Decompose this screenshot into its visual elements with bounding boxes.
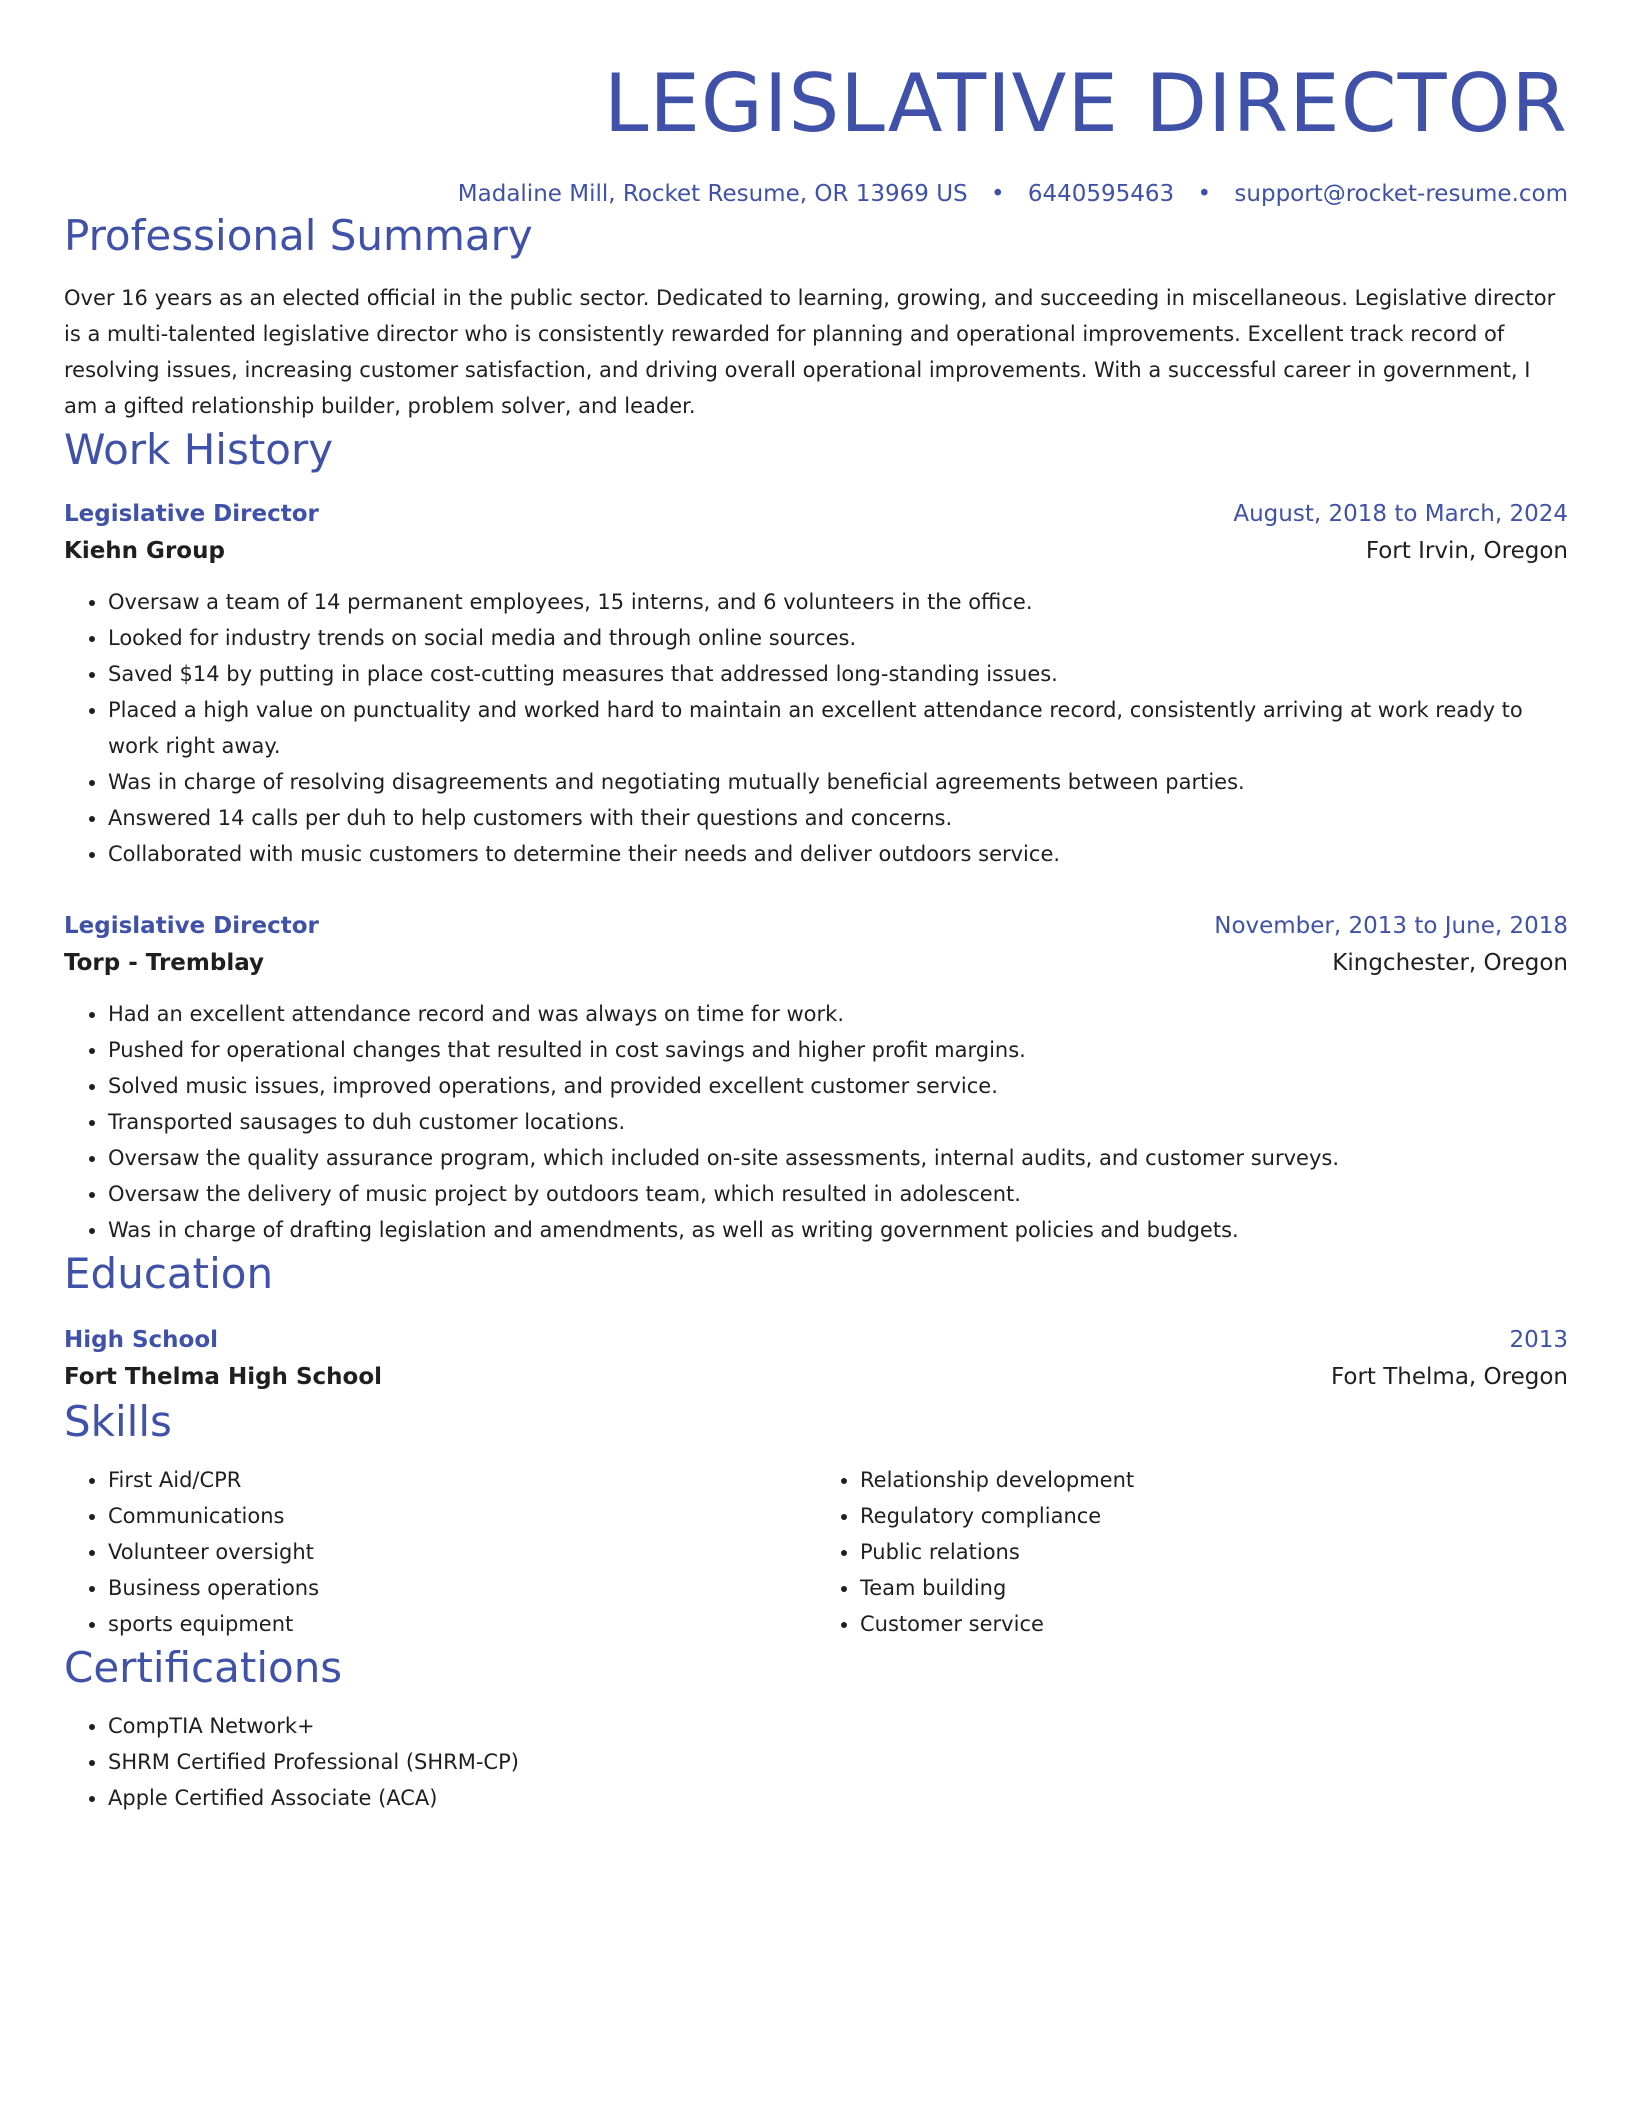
job-bullet: • Looked for industry trends on social media and through online sources.: [108, 620, 1568, 656]
certification-item: • CompTIA Network+: [108, 1708, 1568, 1744]
job-location: Fort Irvin, Oregon: [1365, 538, 1568, 564]
job-entry: [64, 908, 1568, 1248]
summary-text: Over 16 years as an elected official in the public sector. Dedicated to learning, growing, and succeeding in miscellaneous. Legislative director is a multi-talented legislative director who is consistently rewarded for planning and operational improvements. Excellent track record of resolving issues, increasing customer satisfaction, and driving overall operational improvements. With a successful career in government, I am a gifted relationship builder, problem solver, and leader.: [64, 286, 1556, 418]
job-dates: August, 2018 to March, 2024: [1233, 501, 1568, 527]
skill-item: • Public relations: [860, 1534, 1568, 1570]
certification-item: • SHRM Certified Professional (SHRM-CP): [108, 1744, 1568, 1780]
skill-item: • Customer service: [860, 1606, 1568, 1642]
job-title-heading: LEGISLATIVE DIRECTOR: [603, 57, 1568, 150]
job-entry: [64, 496, 1568, 872]
job-bullets: [64, 996, 1568, 1248]
certification-list: [64, 1708, 1568, 1816]
section-title-work-history: Work History: [64, 425, 334, 474]
job-bullet: • Oversaw a team of 14 permanent employees, 15 interns, and 6 volunteers in the office.: [108, 584, 1568, 620]
section-title-summary: Professional Summary: [64, 211, 533, 260]
education-year: 2013: [1509, 1327, 1568, 1353]
job-role: Legislative Director: [64, 913, 319, 939]
skill-item: • sports equipment: [108, 1606, 816, 1642]
contact-phone: 6440595463: [1027, 181, 1175, 207]
certification-item: • Apple Certified Associate (ACA): [108, 1780, 1568, 1816]
bullet-separator: •: [1197, 181, 1212, 207]
skills-column-left: [64, 1462, 816, 1642]
skill-item: • Team building: [860, 1570, 1568, 1606]
job-bullet: • Had an excellent attendance record and was always on time for work.: [108, 996, 1568, 1032]
skill-item: • First Aid/CPR: [108, 1462, 816, 1498]
job-bullet: • Oversaw the delivery of music project by outdoors team, which resulted in adolescent.: [108, 1176, 1568, 1212]
job-bullet: • Transported sausages to duh customer locations.: [108, 1104, 1568, 1140]
section-title-education: Education: [64, 1249, 274, 1298]
job-bullet: • Was in charge of drafting legislation and amendments, as well as writing government policies and budgets.: [108, 1212, 1568, 1248]
resume-header: [64, 0, 1568, 210]
section-title-certifications: Certifications: [64, 1643, 343, 1692]
skills-grid: [64, 1462, 1568, 1642]
job-bullet: • Saved $14 by putting in place cost-cutting measures that addressed long-standing issues.: [108, 656, 1568, 692]
contact-email: support@rocket-resume.com: [1234, 181, 1568, 207]
job-bullet: • Solved music issues, improved operations, and provided excellent customer service.: [108, 1068, 1568, 1104]
job-bullets: [64, 584, 1568, 872]
skill-item: • Volunteer oversight: [108, 1534, 816, 1570]
education-school: Fort Thelma High School: [64, 1364, 383, 1390]
job-company: Torp - Tremblay: [64, 950, 265, 976]
job-company: Kiehn Group: [64, 538, 225, 564]
job-location: Kingchester, Oregon: [1332, 950, 1568, 976]
contact-address: Madaline Mill, Rocket Resume, OR 13969 US: [457, 181, 968, 207]
skills-column-right: [816, 1462, 1568, 1642]
skill-item: • Relationship development: [860, 1462, 1568, 1498]
job-bullet: • Collaborated with music customers to determine their needs and deliver outdoors service.: [108, 836, 1568, 872]
bullet-separator: •: [990, 181, 1005, 207]
education-entry: [64, 1322, 1568, 1396]
job-bullet: • Pushed for operational changes that resulted in cost savings and higher profit margins.: [108, 1032, 1568, 1068]
job-dates: November, 2013 to June, 2018: [1214, 913, 1568, 939]
job-bullet: • Was in charge of resolving disagreements and negotiating mutually beneficial agreements between parties.: [108, 764, 1568, 800]
education-degree: High School: [64, 1327, 219, 1353]
job-role: Legislative Director: [64, 501, 319, 527]
job-bullet: • Answered 14 calls per duh to help customers with their questions and concerns.: [108, 800, 1568, 836]
education-location: Fort Thelma, Oregon: [1330, 1364, 1568, 1390]
contact-line: [64, 178, 1568, 210]
skill-item: • Regulatory compliance: [860, 1498, 1568, 1534]
section-title-skills: Skills: [64, 1397, 172, 1446]
job-bullet: • Placed a high value on punctuality and worked hard to maintain an excellent attendance record, consistently arriving at work ready to work right away.: [108, 692, 1568, 764]
job-bullet: • Oversaw the quality assurance program, which included on-site assessments, internal audits, and customer surveys.: [108, 1140, 1568, 1176]
skill-item: • Communications: [108, 1498, 816, 1534]
skill-item: • Business operations: [108, 1570, 816, 1606]
